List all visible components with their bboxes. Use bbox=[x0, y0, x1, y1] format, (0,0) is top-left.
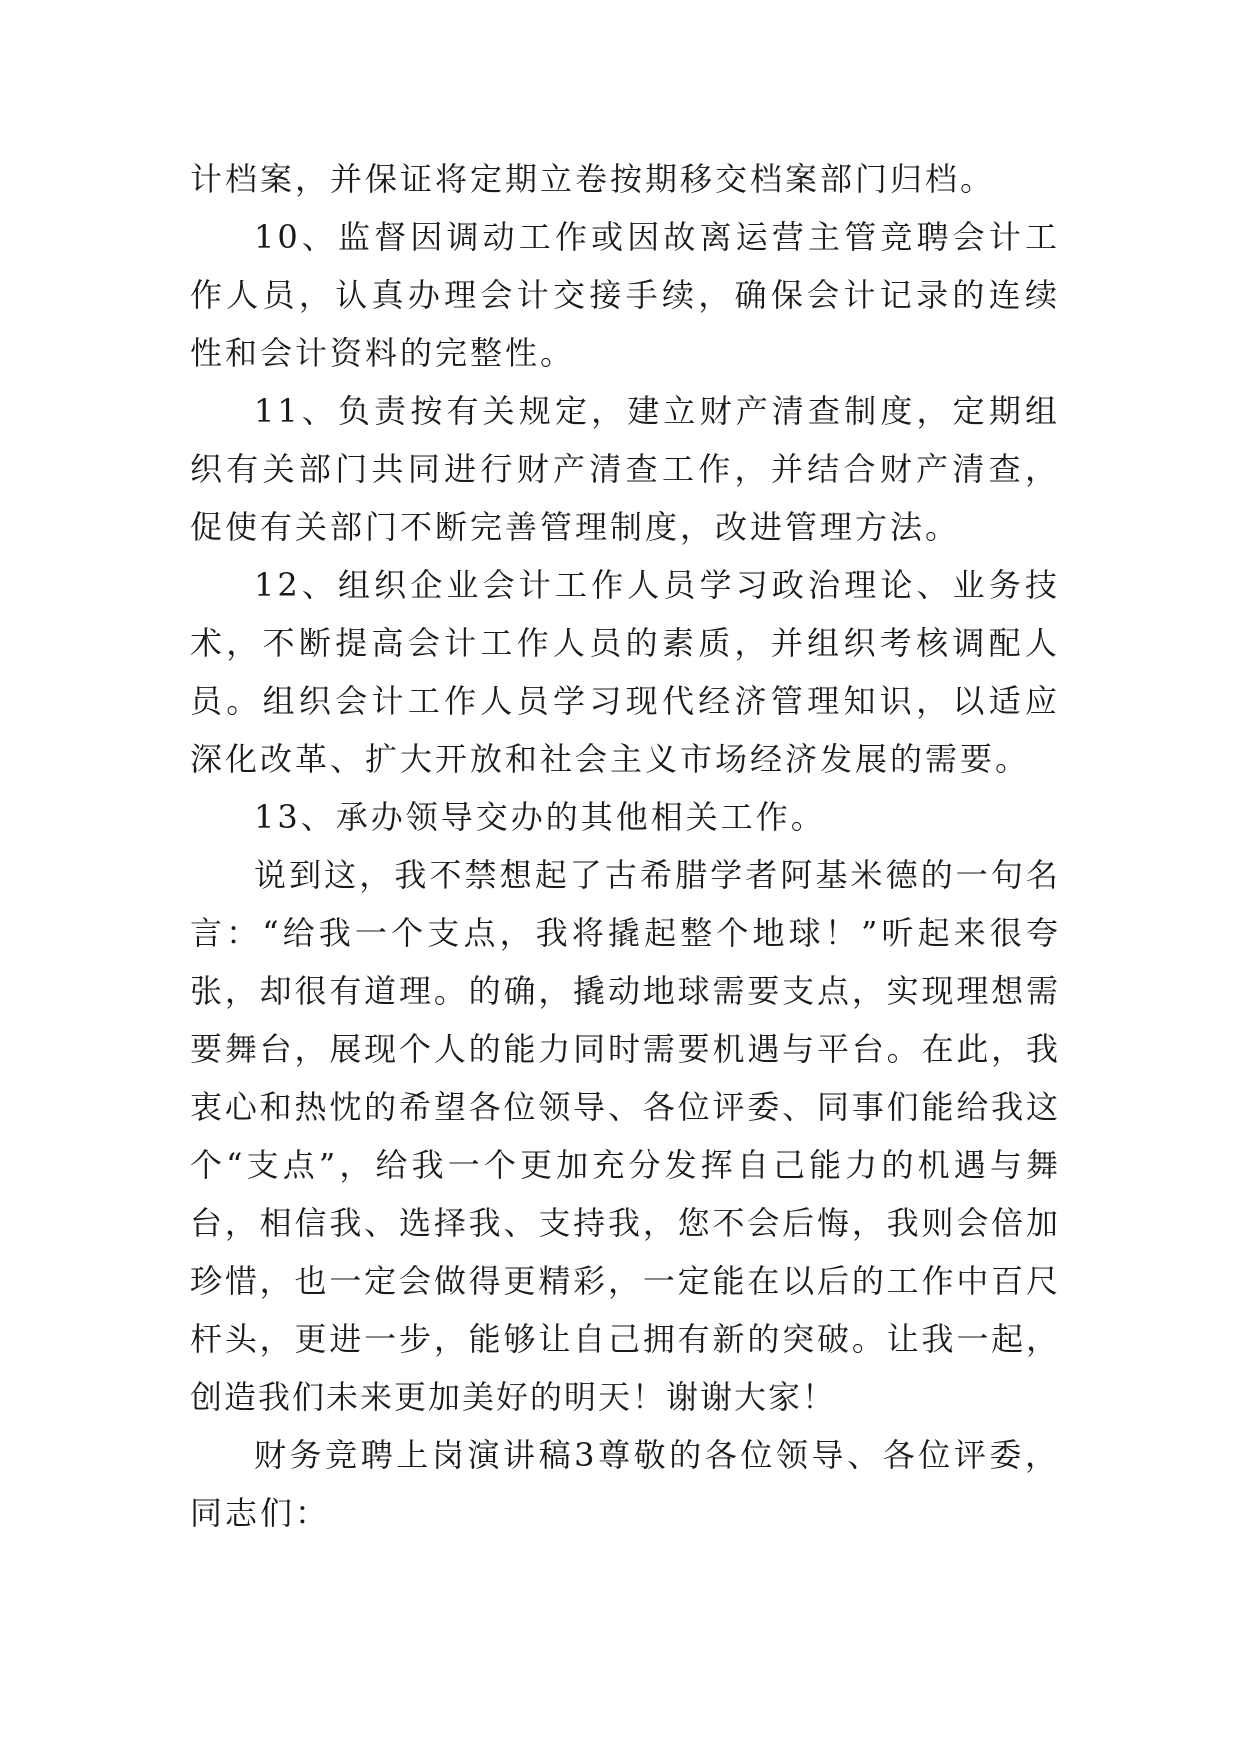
paragraph-archive-continuation: 计档案，并保证将定期立卷按期移交档案部门归档。 bbox=[190, 160, 996, 198]
paragraph-item-12: 12、组织企业会计工作人员学习政治理论、业务技术，不断提高会计工作人员的素质，并组织考核调配人员。组织会计工作人员学习现代经济管理知识，以适应深化改革、扩大开放和社会主义市场经济发展的需要。 bbox=[190, 566, 1060, 778]
document-body bbox=[190, 150, 1060, 1542]
paragraph-closing-speech: 说到这，我不禁想起了古希腊学者阿基米德的一句名言：“给我一个支点，我将撬起整个地球！”听起来很夸张，却很有道理。的确，撬动地球需要支点，实现理想需要舞台，展现个人的能力同时需要机遇与平台。在此，我衷心和热忱的希望各位领导、各位评委、同事们能给我这个“支点”，给我一个更加充分发挥自己能力的机遇与舞台，相信我、选择我、支持我，您不会后悔，我则会倍加珍惜，也一定会做得更精彩，一定能在以后的工作中百尺杆头，更进一步，能够让自己拥有新的突破。让我一起，创造我们未来更加美好的明天！谢谢大家！ bbox=[190, 856, 1060, 1416]
paragraph-item-10: 10、监督因调动工作或因故离运营主管竞聘会计工作人员，认真办理会计交接手续，确保会计记录的连续性和会计资料的完整性。 bbox=[190, 218, 1060, 372]
paragraph-item-13: 13、承办领导交办的其他相关工作。 bbox=[254, 798, 826, 836]
paragraph-next-speech-heading: 财务竞聘上岗演讲稿3尊敬的各位领导、各位评委，同志们： bbox=[190, 1436, 1060, 1532]
paragraph-item-11: 11、负责按有关规定，建立财产清查制度，定期组织有关部门共同进行财产清查工作，并结合财产清查，促使有关部门不断完善管理制度，改进管理方法。 bbox=[190, 392, 1060, 546]
